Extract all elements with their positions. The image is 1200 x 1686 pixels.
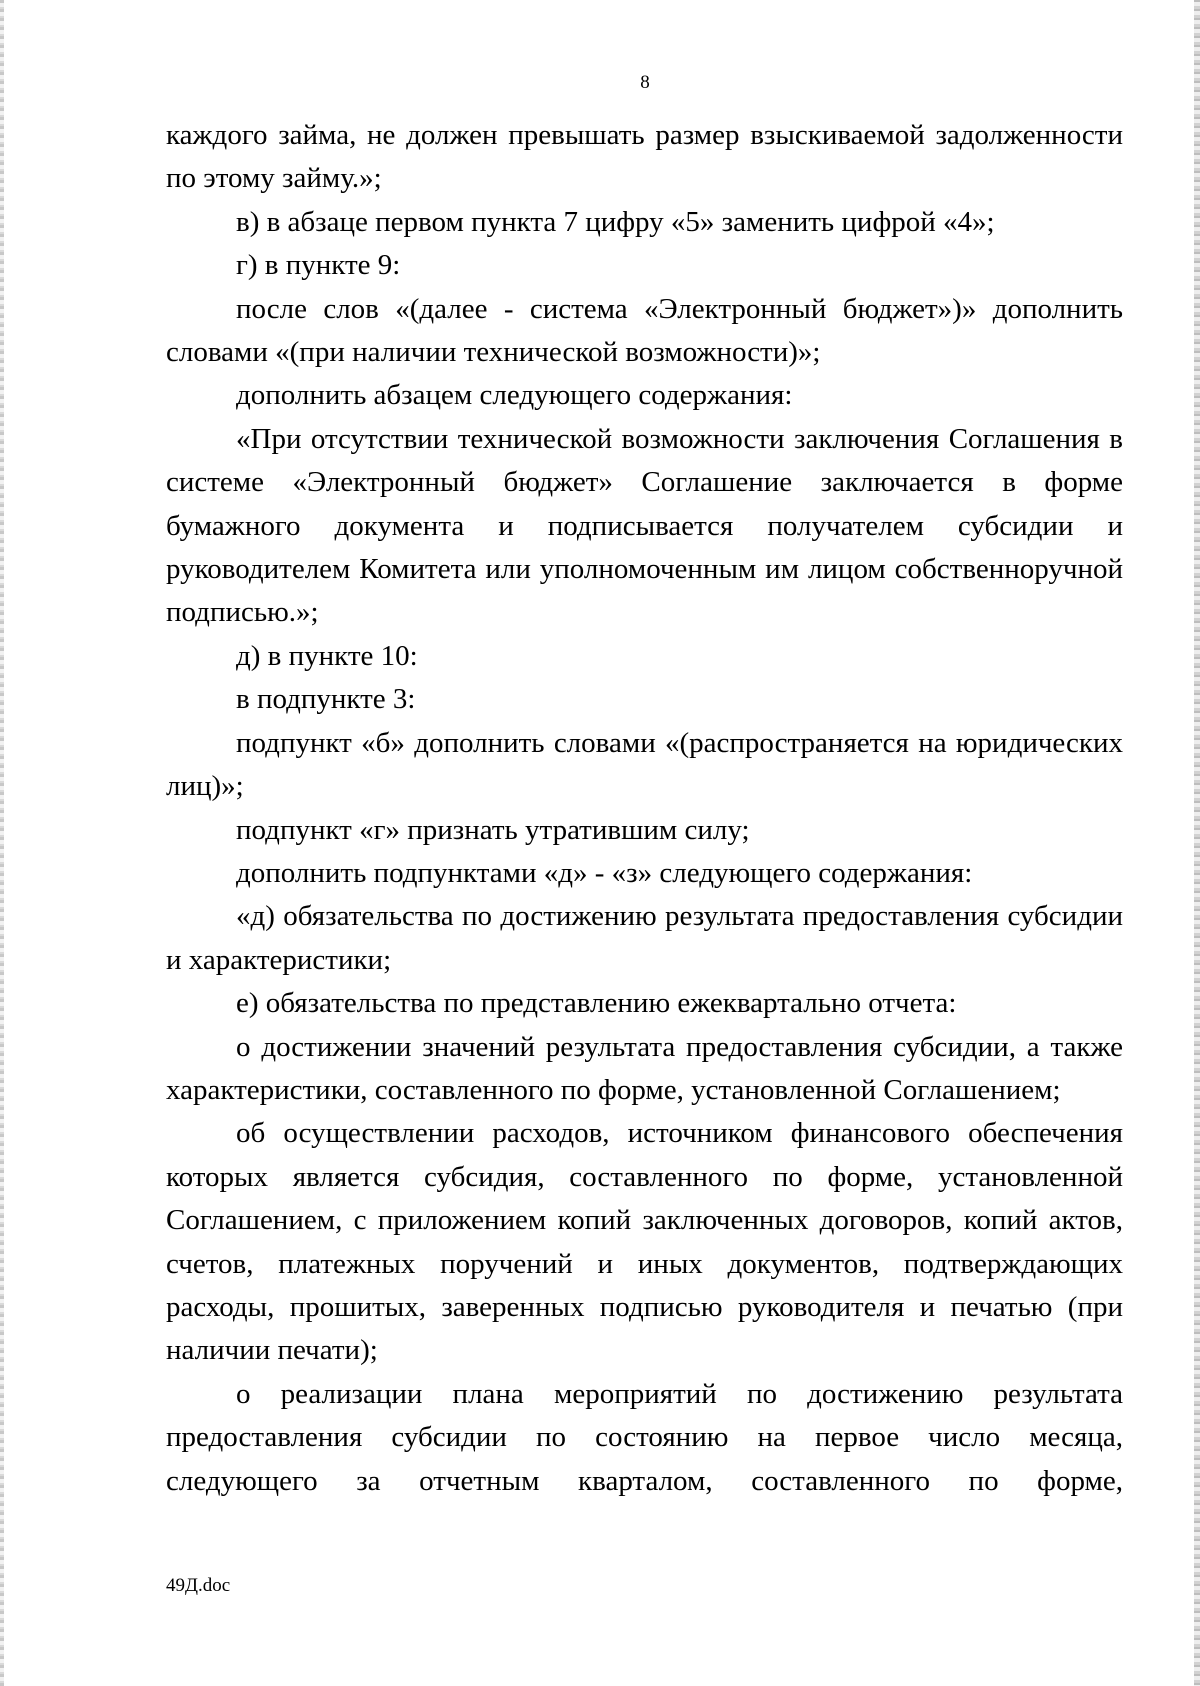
paragraph-6: «При отсутствии технической возможности заключения Соглашения в системе «Электронный бюджет» Соглашение заключается в форме бумажного документа и подписывается получателем субсидии и руководителем Комитета или уполномоченным им лицом собственноручной подписью.»; — [166, 422, 1123, 629]
paragraph-4: после слов «(далее - система «Электронный бюджет»)» дополнить словами «(при наличии технической возможности)»; — [166, 292, 1123, 369]
paragraph-3: г) в пункте 9: — [236, 249, 401, 282]
paragraph-14: о достижении значений результата предоставления субсидии, а также характеристики, составленного по форме, установленной Соглашением; — [166, 1030, 1123, 1106]
paragraph-16: о реализации плана мероприятий по достижению результата предоставления субсидии по состоянию на первое число месяца, следующего за отчетным кварталом, составленного по форме, — [166, 1377, 1123, 1497]
paragraph-7: д) в пункте 10: — [236, 639, 418, 672]
paragraph-2: в) в абзаце первом пункта 7 цифру «5» заменить цифрой «4»; — [236, 205, 995, 238]
paragraph-5: дополнить абзацем следующего содержания: — [236, 379, 793, 412]
scan-edge-left — [0, 0, 4, 1686]
paragraph-13: е) обязательства по представлению ежеквартально отчета: — [236, 987, 957, 1020]
paragraph-10: подпункт «г» признать утратившим силу; — [236, 813, 750, 846]
file-name-footer: 49Д.doc — [166, 1575, 231, 1596]
paragraph-11: дополнить подпунктами «д» - «з» следующего содержания: — [236, 856, 973, 889]
paragraph-8: в подпункте 3: — [236, 683, 416, 716]
page-number: 8 — [640, 72, 650, 93]
paragraph-9: подпункт «б» дополнить словами «(распространяется на юридических лиц)»; — [166, 726, 1123, 803]
paragraph-15: об осуществлении расходов, источником финансового обеспечения которых является субсидия, составленного по форме, установленной Соглашением, с приложением копий заключенных договоров, копий актов, счетов, платежных поручений и иных документов, подтверждающих расходы, прошитых, заверенных подписью руководителя и печатью (при наличии печати); — [166, 1117, 1123, 1367]
paragraph-12: «д) обязательства по достижению результата предоставления субсидии и характеристики; — [166, 900, 1123, 976]
document-body — [166, 114, 1123, 1503]
paragraph-1: каждого займа, не должен превышать размер взыскиваемой задолженности по этому займу.»; — [166, 119, 1123, 195]
scan-edge-right — [1194, 0, 1200, 1686]
